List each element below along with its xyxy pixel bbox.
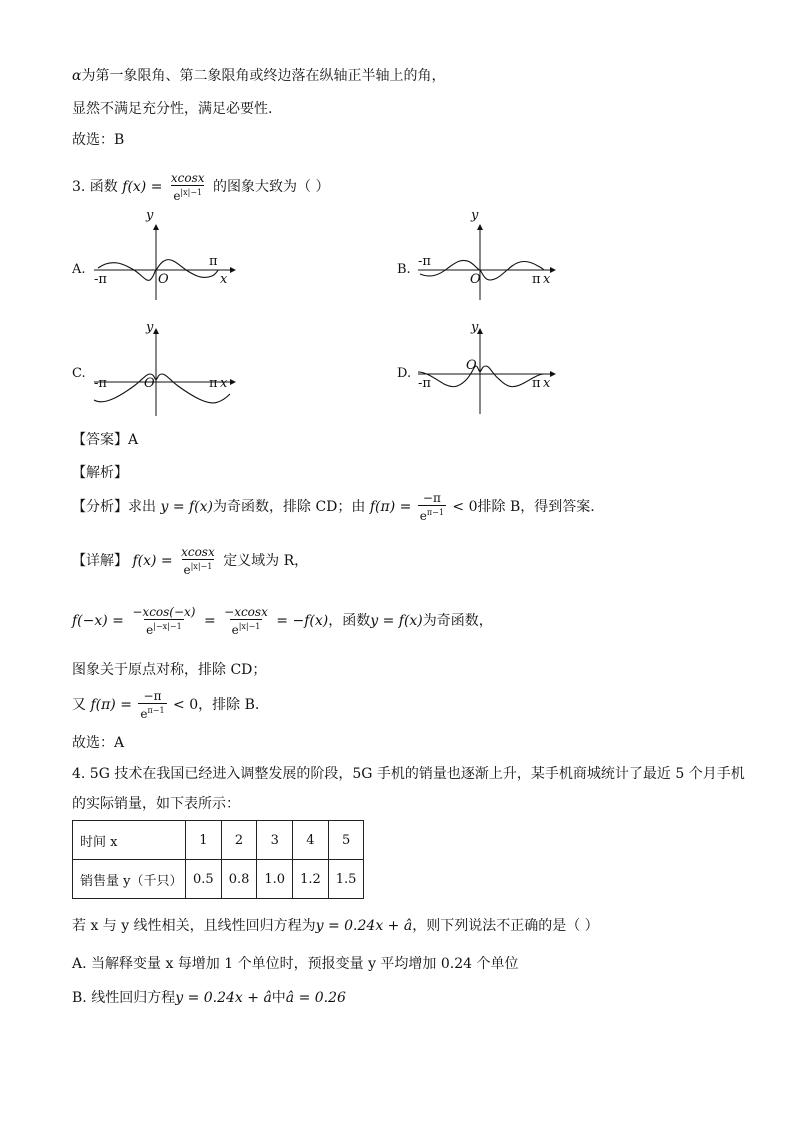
fpi-line: 又 f(π) = $\frac{-\pi}{e^{\pi-1}}$ < 0，排除 B. <box>72 689 260 721</box>
symmetry-line: 图象关于原点对称，排除 CD； <box>72 662 267 678</box>
graph-a-negpi: -π <box>94 272 107 287</box>
graph-a-origin: O <box>158 272 169 287</box>
question-4-line-2: 的实际销量，如下表所示： <box>72 796 240 812</box>
graph-d-y: y <box>471 320 479 335</box>
question-4-line-1: 4. 5G 技术在我国已经进入调整发展的阶段，5G 手机的销量也逐渐上升，某手机商城统计了最近 5 个月手机 <box>72 766 745 782</box>
answer-line: 【答案】A <box>72 432 139 448</box>
option-b-text: B. 线性回归方程y = 0.24x + â中â = 0.26 <box>72 990 346 1006</box>
text-line-1: α为第一象限角、第二象限角或终边落在纵轴正半轴上的角， <box>72 68 446 84</box>
odd-function-line: f(−x) = $\frac{-xcos(-x)}{e^{|-x|-1}}$ = $\frac{-xcosx}{e^{|x|-1}}$ = −f(x)，函数y = f(x)为奇函数， <box>72 605 493 637</box>
table-cell: 2 <box>221 821 257 860</box>
option-b-label: B. <box>397 262 411 277</box>
graph-d-origin: O <box>466 358 477 373</box>
x-arrow <box>550 267 556 273</box>
table-cell: 4 <box>293 821 329 860</box>
xiangjie-line: 【详解】 f(x) = $\frac{xcosx}{e^{|x|-1}}$ 定义域为 R， <box>72 545 309 577</box>
graph-b-pi: π <box>532 272 541 287</box>
graph-d <box>414 326 564 418</box>
fraction: $\frac{xcosx}{e^{|x|-1}}$ <box>170 171 205 203</box>
option-c-label: C. <box>72 366 86 381</box>
curve-d <box>418 366 544 387</box>
table-header-time: 时间 x <box>73 821 186 860</box>
table-cell: 3 <box>257 821 293 860</box>
graph-d-x: x <box>543 376 551 391</box>
table-row <box>73 821 364 860</box>
graph-b-x: x <box>543 272 551 287</box>
table-cell: 0.5 <box>186 860 222 899</box>
table-cell: 1.5 <box>328 860 364 899</box>
table-cell: 0.8 <box>221 860 257 899</box>
analysis-tag: 【解析】 <box>72 465 128 481</box>
table-header-sales: 销售量 y（千只） <box>73 860 186 899</box>
graph-b-origin: O <box>470 272 481 287</box>
table-cell: 1.2 <box>293 860 329 899</box>
sales-table <box>72 820 364 899</box>
y-arrow <box>153 328 159 334</box>
graph-c-x: x <box>220 376 228 391</box>
graph-c-y: y <box>146 320 154 335</box>
y-arrow <box>477 224 483 230</box>
regression-line: 若 x 与 y 线性相关，且线性回归方程为y = 0.24x + â，则下列说法不正确的是（ ） <box>72 918 599 934</box>
x-arrow <box>230 379 236 385</box>
x-arrow <box>230 267 236 273</box>
question-3: 3. 函数 f(x) = $\frac{xcosx}{e^{|x|-1}}$ 的图象大致为（ ） <box>72 171 330 203</box>
graph-b <box>414 222 564 302</box>
y-arrow <box>153 224 159 230</box>
graph-d-negpi: -π <box>418 376 431 391</box>
graph-a-x: x <box>220 272 228 287</box>
graph-c <box>90 326 240 418</box>
graph-a-pi: π <box>209 254 218 269</box>
option-a-text: A. 当解释变量 x 每增加 1 个单位时，预报变量 y 平均增加 0.24 个单位 <box>72 956 519 972</box>
table-cell: 1 <box>186 821 222 860</box>
graph-c-origin: O <box>144 376 155 391</box>
fenxi-line: 【分析】求出 y = f(x)为奇函数，排除 CD；由 f(π) = $\frac{-\pi}{e^{\pi-1}}$ < 0排除 B，得到答案. <box>72 491 595 523</box>
graph-c-pi: π <box>209 376 218 391</box>
table-row <box>73 860 364 899</box>
x-arrow <box>550 371 556 377</box>
graph-d-pi: π <box>532 376 541 391</box>
graph-b-negpi: -π <box>418 254 431 269</box>
option-d-label: D. <box>397 366 412 381</box>
graph-c-negpi: -π <box>94 376 107 391</box>
table-cell: 5 <box>328 821 364 860</box>
text-line-2: 显然不满足充分性，满足必要性. <box>72 101 273 117</box>
text-line-3: 故选：B <box>72 132 125 148</box>
table-cell: 1.0 <box>257 860 293 899</box>
option-a-label: A. <box>72 262 86 277</box>
graph-b-y: y <box>471 208 479 223</box>
choose-a-line: 故选：A <box>72 735 125 751</box>
graph-a-y: y <box>146 208 154 223</box>
